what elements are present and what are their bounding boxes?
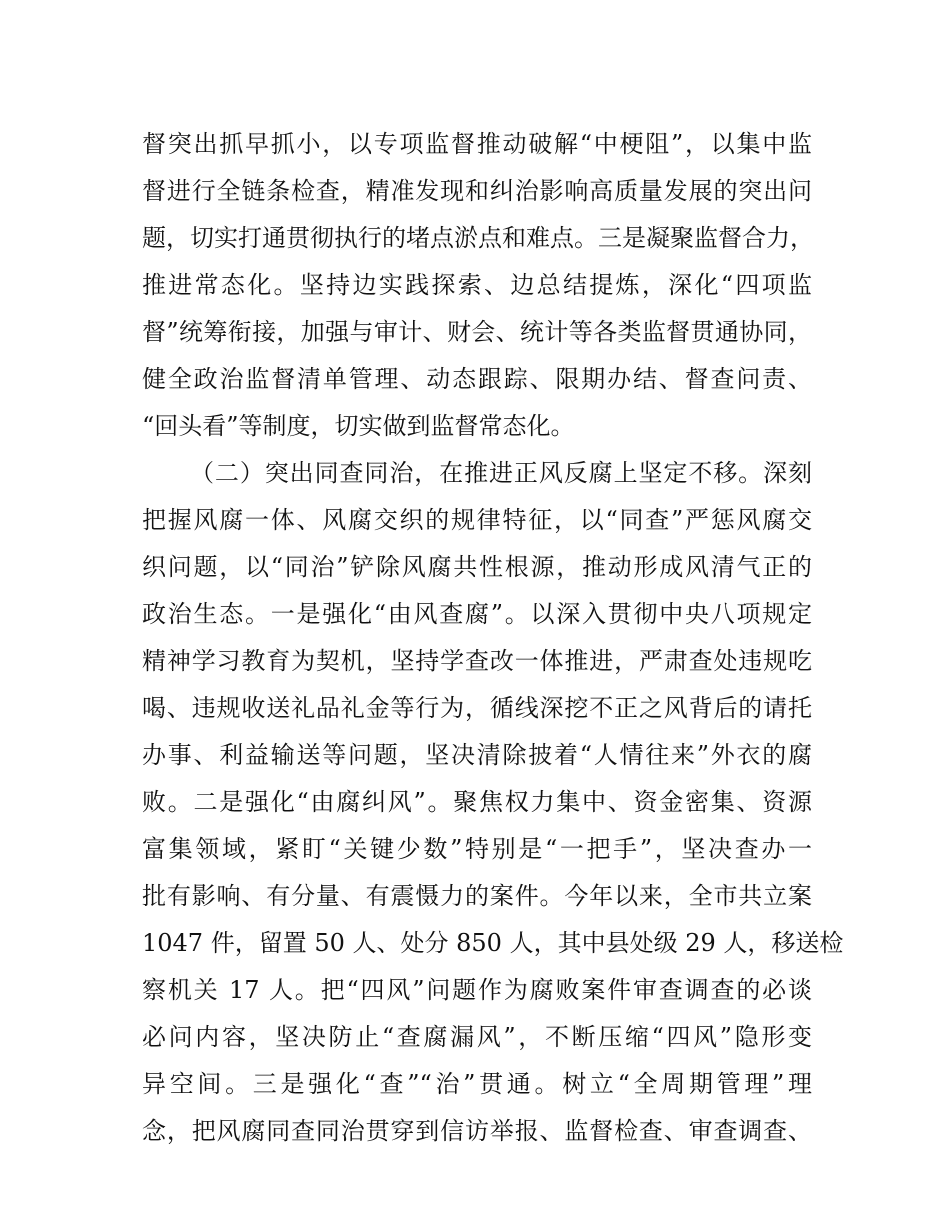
text-line: 政治生态。一是强化“由风查腐”。以深入贯彻中央八项规定 — [142, 600, 812, 628]
text-line: 1047 件，留置 50 人、处分 850 人，其中县处级 29 人，移送检 — [142, 929, 844, 957]
text-line: 富集领域，紧盯“关键少数”特别是“一把手”，坚决查办一 — [142, 835, 812, 863]
text-line: 念，把风腐同查同治贯穿到信访举报、监督检查、审查调查、 — [142, 1117, 812, 1145]
text-line: 督进行全链条检查，精准发现和纠治影响高质量发展的突出问 — [142, 177, 812, 205]
text-line: 精神学习教育为契机，坚持学查改一体推进，严肃查处违规吃 — [142, 647, 812, 675]
text-line: 批有影响、有分量、有震慑力的案件。今年以来，全市共立案 — [142, 882, 812, 910]
text-line: 办事、利益输送等问题，坚决清除披着“人情往来”外衣的腐 — [142, 741, 812, 769]
text-line: 健全政治监督清单管理、动态跟踪、限期办结、督查问责、 — [142, 365, 812, 393]
text-line: 织问题，以“同治”铲除风腐共性根源，推动形成风清气正的 — [142, 553, 812, 581]
text-line: 推进常态化。坚持边实践探索、边总结提炼，深化“四项监 — [142, 271, 812, 299]
text-line: 喝、违规收送礼品礼金等行为，循线深挖不正之风背后的请托 — [142, 694, 812, 722]
text-line: 察机关 17 人。把“四风”问题作为腐败案件审查调查的必谈 — [142, 976, 812, 1004]
text-line: 题，切实打通贯彻执行的堵点淤点和难点。三是凝聚监督合力， — [142, 224, 814, 252]
text-line: 把握风腐一体、风腐交织的规律特征，以“同查”严惩风腐交 — [142, 506, 812, 534]
text-line: 必问内容，坚决防止“查腐漏风”，不断压缩“四风”隐形变 — [142, 1023, 812, 1051]
text-line: 督突出抓早抓小，以专项监督推动破解“中梗阻”，以集中监 — [142, 130, 812, 158]
text-line: 督”统筹衔接，加强与审计、财会、统计等各类监督贯通协同， — [142, 318, 812, 346]
text-line: 败。二是强化“由腐纠风”。聚焦权力集中、资金密集、资源 — [142, 788, 812, 816]
text-line: 异空间。三是强化“查”“治”贯通。树立“全周期管理”理 — [142, 1070, 812, 1098]
section-heading-line: （二）突出同查同治，在推进正风反腐上坚定不移。深刻 — [190, 459, 812, 487]
text-line: “回头看”等制度，切实做到监督常态化。 — [142, 412, 575, 440]
